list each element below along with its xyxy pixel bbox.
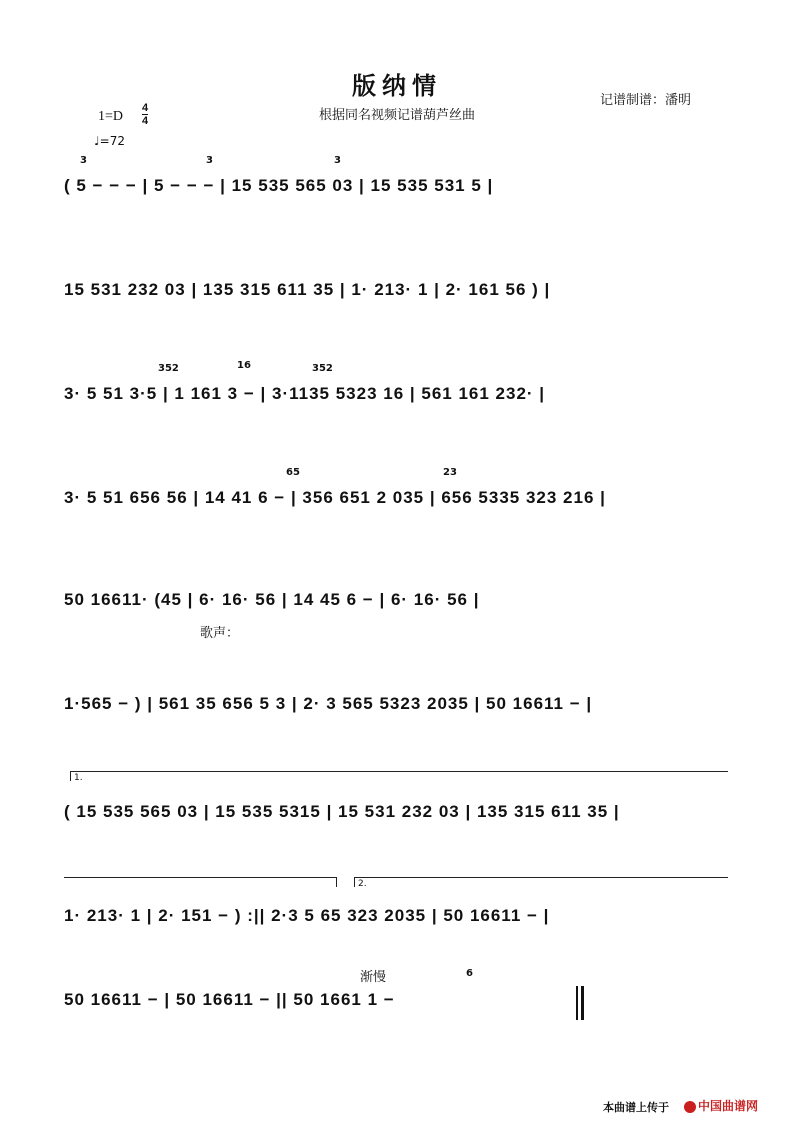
logo-icon (684, 1101, 696, 1113)
grace-note: 16 (237, 360, 251, 371)
volta-bracket-1-end-edge (336, 877, 337, 887)
final-barline (576, 986, 584, 1020)
grace-note: 65 (286, 467, 300, 478)
score-line-2: 15 531 232 03 | 135 315 611 35 | 1· 213· 1 | 2· 161 56 ) | (64, 280, 551, 299)
score-line-3: 3· 5 51 3·5 | 1 161 3 − | 3·1135 5323 16 | 561 161 232· | (64, 384, 546, 403)
volta-bracket-1-edge (70, 771, 71, 781)
score-line-1: ( 5 − − − | 5 − − − | 15 535 565 03 | 15 535 531 5 | (64, 176, 494, 195)
score-line-6: 1·565 − ) | 561 35 656 5 3 | 2· 3 565 5323 2035 | 50 16611 − | (64, 694, 593, 713)
score-line-5: 50 16611· (45 | 6· 16· 56 | 14 45 6 − | 6· 16· 56 | (64, 590, 480, 609)
volta-1-label: 1. (74, 773, 83, 783)
tempo-change: 渐慢 (360, 970, 387, 985)
grace-note: 3 (334, 155, 341, 166)
grace-note: 6 (466, 968, 473, 979)
score-line-9: 50 16611 − | 50 16611 − || 50 1661 1 − (64, 990, 395, 1009)
page-title: 版纳情 (352, 71, 442, 100)
arranger-credit: 记谱制谱：潘明 (600, 93, 692, 108)
site-logo[interactable] (684, 1097, 758, 1114)
volta-bracket-2 (354, 877, 728, 878)
lyric-label: 歌声： (200, 626, 240, 641)
score-line-4: 3· 5 51 656 56 | 14 41 6 − | 356 651 2 035 | 656 5335 323 216 | (64, 488, 606, 507)
score-line-7: ( 15 535 565 03 | 15 535 5315 | 15 531 232 03 | 135 315 611 35 | (64, 802, 620, 821)
volta-bracket-2-edge (354, 877, 355, 887)
footer-text: 本曲谱上传于 (603, 1101, 669, 1114)
key-signature: 1=D (98, 109, 124, 124)
grace-note: 23 (443, 467, 457, 478)
volta-bracket-1 (70, 771, 728, 772)
grace-note: 3 (206, 155, 213, 166)
volta-2-label: 2. (358, 879, 367, 889)
tempo-marking: ♩=72 (94, 134, 125, 148)
score-line-8: 1· 213· 1 | 2· 151 − ) :|| 2·3 5 65 323 2035 | 50 16611 − | (64, 906, 550, 925)
site-name: 中国曲谱网 (698, 1099, 759, 1113)
grace-note: 3 (80, 155, 87, 166)
grace-note: 352 (158, 363, 179, 374)
subtitle: 根据同名视频记谱葫芦丝曲 (318, 108, 475, 123)
grace-note: 352 (312, 363, 333, 374)
volta-bracket-1-end (64, 877, 336, 878)
time-signature: 4 4 (142, 102, 149, 127)
